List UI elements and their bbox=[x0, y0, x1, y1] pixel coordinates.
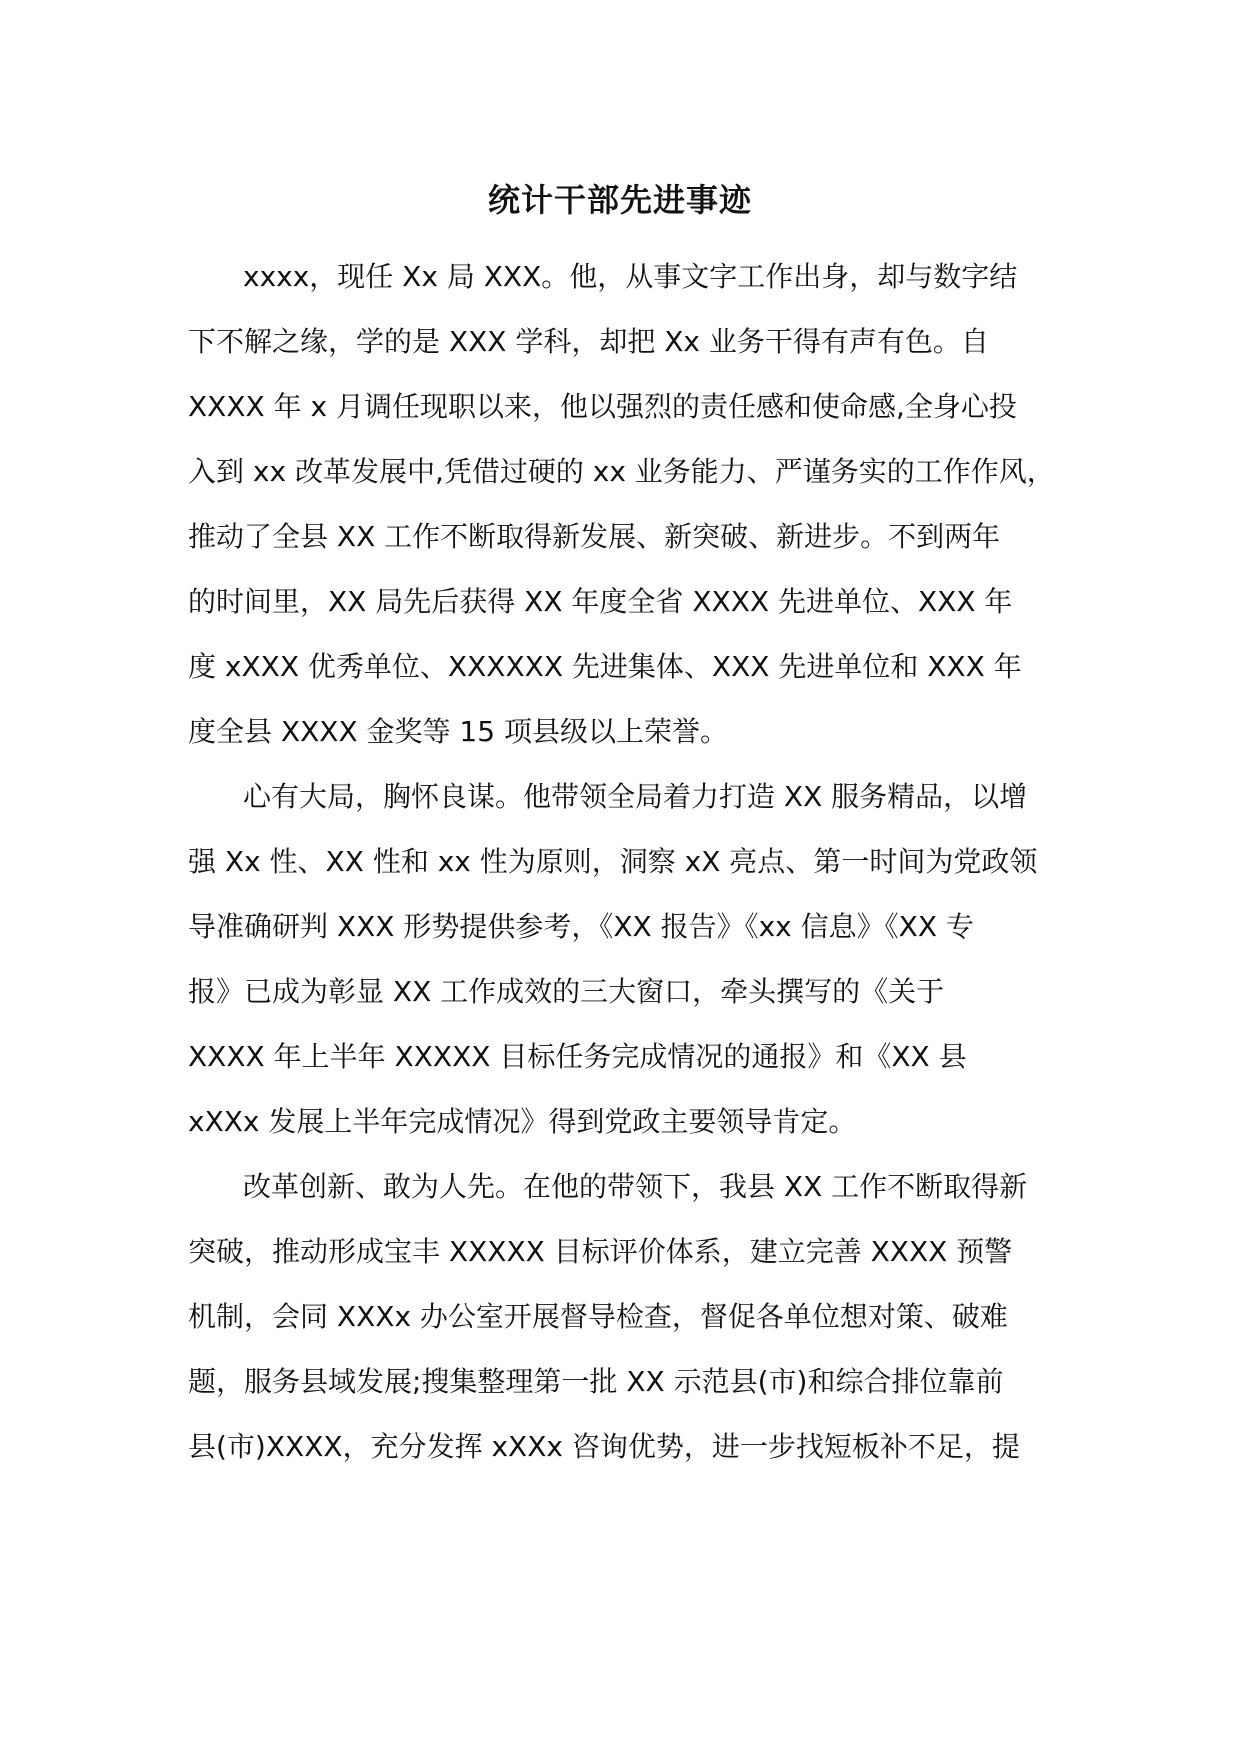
text-line: 度全县 XXXX 金奖等 15 项县级以上荣誉。 bbox=[188, 715, 728, 748]
text-line: 强 Xx 性、XX 性和 xx 性为原则，洞察 xX 亮点、第一时间为党政领 bbox=[188, 845, 1038, 878]
text-line: xXXx 发展上半年完成情况》得到党政主要领导肯定。 bbox=[188, 1105, 857, 1138]
paragraph bbox=[188, 1154, 1088, 1479]
text-line: 度 xXXX 优秀单位、XXXXXX 先进集体、XXX 先进单位和 XXX 年 bbox=[188, 650, 1022, 683]
text-line: 心有大局，胸怀良谋。他带领全局着力打造 XX 服务精品，以增 bbox=[243, 780, 1028, 813]
text-line: 机制，会同 XXXx 办公室开展督导检查，督促各单位想对策、破难 bbox=[188, 1300, 1008, 1333]
paragraph bbox=[188, 764, 1088, 1154]
text-line: 的时间里，XX 局先后获得 XX 年度全省 XXXX 先进单位、XXX 年 bbox=[188, 585, 1013, 618]
text-line: xxxx，现任 Xx 局 XXX。他，从事文字工作出身，却与数字结 bbox=[243, 260, 1018, 293]
text-line: 改革创新、敢为人先。在他的带领下，我县 XX 工作不断取得新 bbox=[243, 1170, 1028, 1203]
document-title: 统计干部先进事迹 bbox=[487, 181, 752, 219]
paragraph bbox=[188, 244, 1088, 764]
text-line: 导准确研判 XXX 形势提供参考，《XX 报告》《xx 信息》《XX 专 bbox=[188, 910, 974, 943]
text-line: 推动了全县 XX 工作不断取得新发展、新突破、新进步。不到两年 bbox=[188, 520, 1001, 553]
text-line: 下不解之缘，学的是 XXX 学科，却把 Xx 业务干得有声有色。自 bbox=[188, 325, 989, 358]
text-line: XXXX 年上半年 XXXXX 目标任务完成情况的通报》和《XX 县 bbox=[188, 1040, 967, 1073]
text-line: 题，服务县域发展;搜集整理第一批 XX 示范县(市)和综合排位靠前 bbox=[188, 1365, 1004, 1398]
text-line: 入到 xx 改革发展中,凭借过硬的 xx 业务能力、严谨务实的工作作风， bbox=[188, 455, 1055, 488]
text-line: 突破，推动形成宝丰 XXXXX 目标评价体系，建立完善 XXXX 预警 bbox=[188, 1235, 1013, 1268]
text-line: XXXX 年 x 月调任现职以来，他以强烈的责任感和使命感,全身心投 bbox=[188, 390, 1017, 423]
document-body bbox=[188, 244, 1088, 1479]
text-line: 县(市)XXXX，充分发挥 xXXx 咨询优势，进一步找短板补不足，提 bbox=[188, 1430, 1020, 1463]
text-line: 报》已成为彰显 XX 工作成效的三大窗口，牵头撰写的《关于 bbox=[188, 975, 945, 1008]
